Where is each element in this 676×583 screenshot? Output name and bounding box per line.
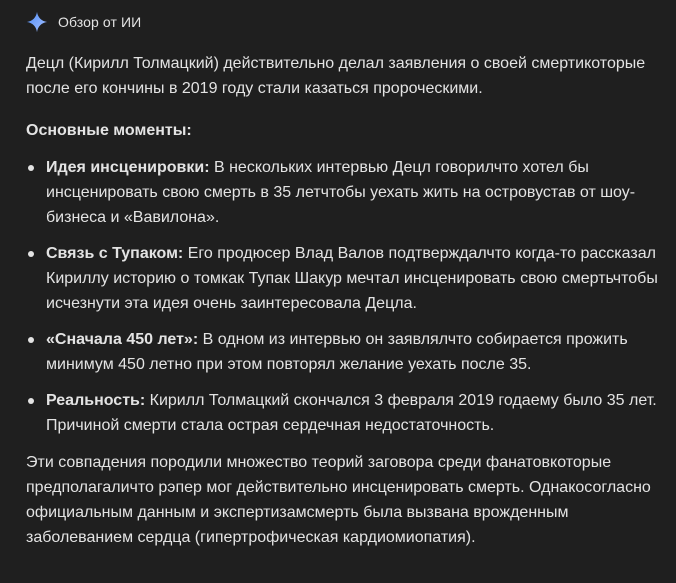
point-term: «Сначала 450 лет»: [46,331,199,348]
sparkle-icon [26,11,48,33]
point-text: В одном из интервью он заявлялчто собирается прожить минимум 450 летно при этом повторял желание уехать после 35. [46,331,628,373]
key-points-heading: Основные моменты: [26,122,192,139]
point-text: В нескольких интервью Децл говорилчто хотел бы инсценировать свою смерть в 35 летчтобы уехать жить на островустав от шоу-бизнеса и «Вавилона». [46,159,636,226]
ai-overview-title: Обзор от ИИ [58,14,142,30]
point-term: Связь с Тупаком: [46,245,184,262]
bullet-dot [28,398,34,404]
point-term: Реальность: [46,392,146,409]
ai-overview-header[interactable] [26,8,658,36]
point-text: Кирилл Толмацкий скончался 3 февраля 2019 годаему было 35 лет. Причиной смерти стала острая сердечная недостаточность. [46,392,657,434]
list-item [26,388,658,438]
key-points-list [26,155,658,438]
list-item [26,327,658,377]
bullet-dot [28,337,34,343]
bullet-dot [28,251,34,257]
point-term: Идея инсценировки: [46,159,210,176]
point-text: Его продюсер Влад Валов подтверждалчто когда-то рассказал Кириллу историю о томкак Тупак Шакур мечтал инсценировать свою смертьчтобы исчезнути эта идея очень заинтересовала Децла. [46,245,658,312]
intro-paragraph: Децл (Кирилл Толмацкий) действительно делал заявления о своей смертикоторые после его кончины в 2019 году стали казаться пророческими. [26,55,646,97]
list-item [26,155,658,230]
bullet-dot [28,165,34,171]
list-item [26,241,658,316]
outro-paragraph: Эти совпадения породили множество теорий заговора среди фанатовкоторые предполагаличто рэпер мог действительно инсценировать смерть. Однакосогласно официальным данным и экспертизамсмерть была вызвана врожденным заболеванием сердца (гипертрофическая кардиомиопатия). [26,454,651,546]
